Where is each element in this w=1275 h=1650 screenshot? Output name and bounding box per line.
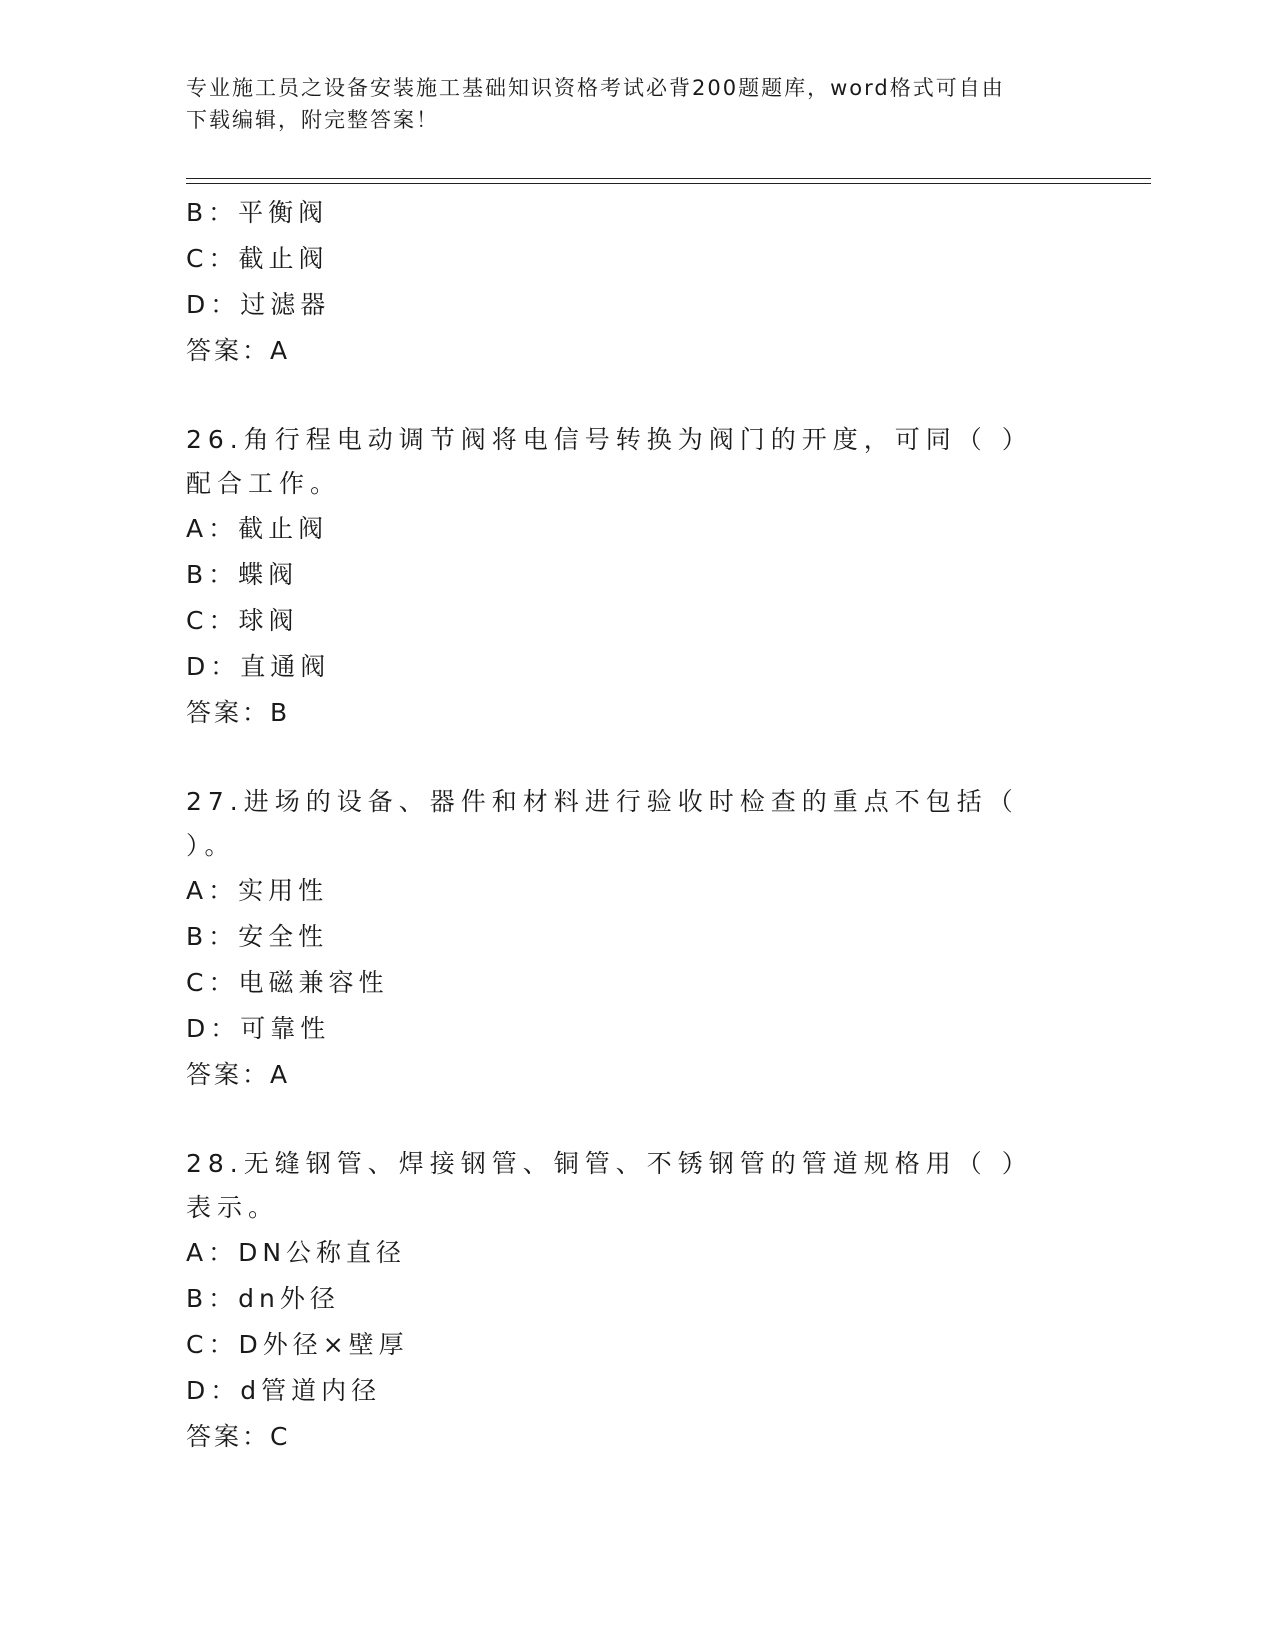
answer-line: 答案：A (186, 336, 291, 365)
option-b: B：平衡阀 (186, 198, 329, 227)
option-b: B：蝶阀 (186, 560, 299, 589)
option-a: A：DN公称直径 (186, 1238, 407, 1267)
option-a: A：截止阀 (186, 514, 329, 543)
option-c: C：D外径×壁厚 (186, 1330, 409, 1359)
header-line-1: 专业施工员之设备安装施工基础知识资格考试必背200题题库，word格式可自由 (186, 76, 1005, 100)
option-b: B：安全性 (186, 922, 329, 951)
option-d: D：直通阀 (186, 652, 331, 681)
option-a: A：实用性 (186, 876, 329, 905)
continued-question (186, 190, 1086, 374)
option-d: D：d管道内径 (186, 1376, 382, 1405)
header-divider-bottom (186, 183, 1151, 184)
question-stem: 28.无缝钢管、焊接钢管、铜管、不锈钢管的管道规格用（ ）表示。 (186, 1149, 1033, 1222)
answer-line: 答案：B (186, 698, 291, 727)
question-27 (186, 780, 1086, 1098)
header-divider-top (186, 178, 1151, 179)
option-d: D：过滤器 (186, 290, 331, 319)
document-header (186, 72, 1066, 136)
option-c: C：球阀 (186, 606, 299, 635)
option-b: B：dn外径 (186, 1284, 340, 1313)
question-stem: 26.角行程电动调节阀将电信号转换为阀门的开度，可同（ ）配合工作。 (186, 425, 1033, 498)
option-d: D：可靠性 (186, 1014, 331, 1043)
answer-line: 答案：A (186, 1060, 291, 1089)
header-line-2: 下载编辑，附完整答案！ (186, 108, 439, 132)
question-28 (186, 1142, 1086, 1460)
question-stem: 27.进场的设备、器件和材料进行验收时检查的重点不包括（ ）。 (186, 787, 1019, 860)
answer-line: 答案：C (186, 1422, 291, 1451)
option-c: C：截止阀 (186, 244, 329, 273)
question-26 (186, 418, 1086, 736)
option-c: C：电磁兼容性 (186, 968, 389, 997)
question-content (186, 190, 1086, 1460)
